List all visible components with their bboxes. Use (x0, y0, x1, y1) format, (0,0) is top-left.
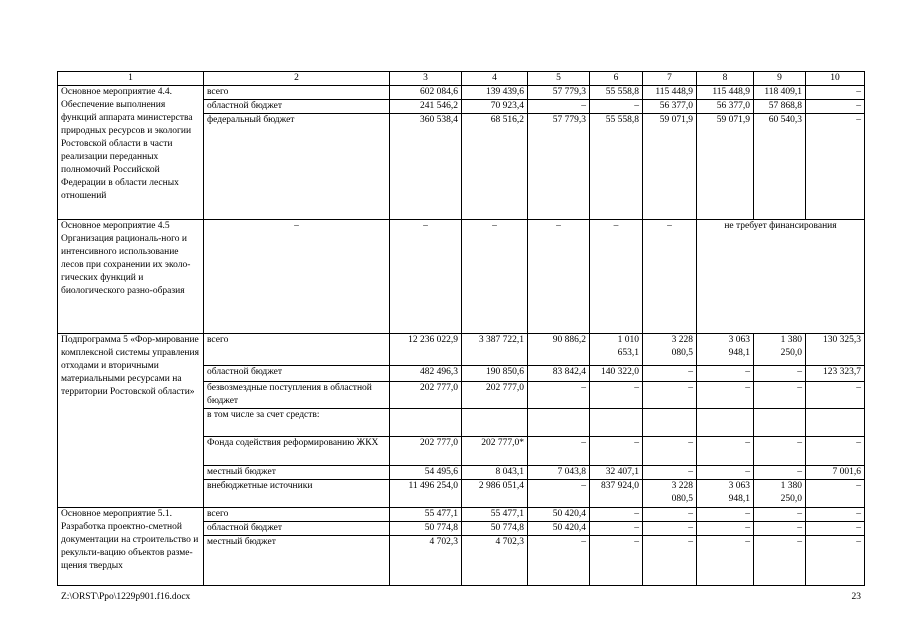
value-cell: 55 477,1 (462, 508, 528, 522)
value-cell: – (697, 508, 754, 522)
file-path: Z:\ORST\Ppo\1229p901.f16.docx (61, 592, 191, 602)
value-cell: 118 409,1 (754, 86, 806, 100)
value-cell (643, 409, 697, 437)
funding-source: всего (204, 86, 390, 100)
value-cell: 241 546,2 (390, 100, 462, 114)
value-cell: – (806, 522, 865, 536)
value-cell: – (528, 382, 590, 409)
value-cell: – (697, 382, 754, 409)
value-cell: – (697, 522, 754, 536)
value-cell: – (590, 508, 643, 522)
value-cell: – (806, 382, 865, 409)
value-cell: 482 496,3 (390, 366, 462, 382)
column-header: 10 (806, 72, 865, 86)
value-cell: 202 777,0 (462, 382, 528, 409)
column-header: 1 (58, 72, 204, 86)
activity-4-4-name: Основное мероприятие 4.4. Обеспечение выполнения функций аппарата министерства природных ресурсов и экологии Ростовской области в части реализации переданных полномочий Российской Федерации в области лесных отношений (58, 86, 204, 220)
value-cell: – (462, 220, 528, 334)
value-cell: 3 387 722,1 (462, 334, 528, 366)
funding-source: всего (204, 508, 390, 522)
value-cell: 50 774,8 (390, 522, 462, 536)
table-row (58, 220, 865, 334)
funding-source: безвозмездные поступления в областной бюджет (204, 382, 390, 409)
financing-note: не требует финансирования (697, 220, 865, 334)
value-cell: 1 010 653,1 (590, 334, 643, 366)
value-cell: 360 538,4 (390, 114, 462, 220)
funding-source: местный бюджет (204, 466, 390, 480)
value-cell: – (697, 536, 754, 586)
value-cell: 60 540,3 (754, 114, 806, 220)
budget-table (57, 71, 865, 586)
funding-source: федеральный бюджет (204, 114, 390, 220)
value-cell (528, 409, 590, 437)
value-cell: 57 779,3 (528, 114, 590, 220)
value-cell: 4 702,3 (462, 536, 528, 586)
value-cell: – (528, 220, 590, 334)
value-cell: – (390, 220, 462, 334)
value-cell: 1 380 250,0 (754, 334, 806, 366)
activity-4-5-name: Основное мероприятие 4.5 Организация рациональ-ного и интенсивного использование лесов при сохранении их эколо-гических функций и биологического разно-образия (58, 220, 204, 334)
funding-source: областной бюджет (204, 366, 390, 382)
value-cell: – (806, 114, 865, 220)
value-cell: 90 886,2 (528, 334, 590, 366)
value-cell: 202 777,0 (390, 437, 462, 466)
value-cell: – (590, 220, 643, 334)
value-cell: 115 448,9 (643, 86, 697, 100)
funding-source: всего (204, 334, 390, 366)
value-cell: – (754, 382, 806, 409)
value-cell: – (643, 382, 697, 409)
value-cell: – (590, 536, 643, 586)
value-cell: – (643, 522, 697, 536)
value-cell (462, 409, 528, 437)
value-cell: 57 779,3 (528, 86, 590, 100)
funding-source: областной бюджет (204, 522, 390, 536)
column-header: 6 (590, 72, 643, 86)
value-cell: – (754, 522, 806, 536)
activity-5-1-name: Основное мероприятие 5.1. Разработка проектно-сметной документации на строительство и рекульти-вацию объектов разме-щения твердых (58, 508, 204, 586)
value-cell: 139 439,6 (462, 86, 528, 100)
value-cell: 130 325,3 (806, 334, 865, 366)
value-cell: 55 558,8 (590, 114, 643, 220)
value-cell (697, 409, 754, 437)
value-cell: 1 380 250,0 (754, 480, 806, 508)
value-cell: – (806, 437, 865, 466)
value-cell: 3 063 948,1 (697, 334, 754, 366)
subprogram-5-name: Подпрограмма 5 «Фор-мирование комплексной системы управления отходами и вторичными материальными ресурсами на территории Ростовской области» (58, 334, 204, 508)
value-cell (590, 409, 643, 437)
value-cell: – (754, 437, 806, 466)
column-header: 8 (697, 72, 754, 86)
column-header: 5 (528, 72, 590, 86)
value-cell: 59 071,9 (697, 114, 754, 220)
value-cell: 4 702,3 (390, 536, 462, 586)
value-cell: – (528, 100, 590, 114)
value-cell: 54 495,6 (390, 466, 462, 480)
value-cell: – (590, 522, 643, 536)
value-cell: 140 322,0 (590, 366, 643, 382)
value-cell: – (643, 536, 697, 586)
value-cell: 70 923,4 (462, 100, 528, 114)
funding-source: в том числе за счет средств: (204, 409, 390, 437)
value-cell: – (697, 466, 754, 480)
value-cell: 602 084,6 (390, 86, 462, 100)
value-cell: 55 477,1 (390, 508, 462, 522)
value-cell: – (754, 466, 806, 480)
table-row (58, 508, 865, 522)
value-cell: 11 496 254,0 (390, 480, 462, 508)
value-cell: 202 777,0 (390, 382, 462, 409)
value-cell: 123 323,7 (806, 366, 865, 382)
value-cell: 50 420,4 (528, 508, 590, 522)
value-cell: 56 377,0 (697, 100, 754, 114)
value-cell: – (697, 366, 754, 382)
value-cell: – (806, 100, 865, 114)
value-cell: 115 448,9 (697, 86, 754, 100)
funding-source: Фонда содействия реформированию ЖКХ (204, 437, 390, 466)
value-cell: – (754, 366, 806, 382)
column-header: 7 (643, 72, 697, 86)
value-cell: 3 228 080,5 (643, 334, 697, 366)
value-cell: – (528, 437, 590, 466)
value-cell: 202 777,0* (462, 437, 528, 466)
value-cell: 50 774,8 (462, 522, 528, 536)
value-cell: 3 063 948,1 (697, 480, 754, 508)
value-cell: – (643, 466, 697, 480)
value-cell (390, 409, 462, 437)
value-cell: 7 043,8 (528, 466, 590, 480)
value-cell: 68 516,2 (462, 114, 528, 220)
value-cell: 57 868,8 (754, 100, 806, 114)
page-number: 23 (851, 592, 861, 602)
header-row (58, 72, 865, 86)
value-cell (806, 409, 865, 437)
value-cell: – (643, 220, 697, 334)
value-cell: 2 986 051,4 (462, 480, 528, 508)
value-cell: 3 228 080,5 (643, 480, 697, 508)
value-cell: – (643, 366, 697, 382)
value-cell: 59 071,9 (643, 114, 697, 220)
value-cell: – (643, 437, 697, 466)
value-cell: – (643, 508, 697, 522)
value-cell: – (528, 480, 590, 508)
funding-source: внебюджетные источники (204, 480, 390, 508)
value-cell: 55 558,8 (590, 86, 643, 100)
column-header: 2 (204, 72, 390, 86)
table-row (58, 86, 865, 100)
table-row (58, 334, 865, 366)
funding-source: местный бюджет (204, 536, 390, 586)
column-header: 9 (754, 72, 806, 86)
value-cell: – (806, 508, 865, 522)
value-cell: – (590, 437, 643, 466)
value-cell (754, 409, 806, 437)
column-header: 4 (462, 72, 528, 86)
value-cell: – (806, 536, 865, 586)
value-cell: – (590, 382, 643, 409)
value-cell: 56 377,0 (643, 100, 697, 114)
funding-source: областной бюджет (204, 100, 390, 114)
value-cell: – (806, 480, 865, 508)
value-cell: 83 842,4 (528, 366, 590, 382)
value-cell: 7 001,6 (806, 466, 865, 480)
value-cell: – (204, 220, 390, 334)
value-cell: 32 407,1 (590, 466, 643, 480)
value-cell: 190 850,6 (462, 366, 528, 382)
column-header: 3 (390, 72, 462, 86)
value-cell: – (754, 508, 806, 522)
value-cell: 837 924,0 (590, 480, 643, 508)
value-cell: – (590, 100, 643, 114)
value-cell: – (528, 536, 590, 586)
value-cell: 8 043,1 (462, 466, 528, 480)
value-cell: 12 236 022,9 (390, 334, 462, 366)
value-cell: – (697, 437, 754, 466)
value-cell: 50 420,4 (528, 522, 590, 536)
value-cell: – (754, 536, 806, 586)
value-cell: – (806, 86, 865, 100)
